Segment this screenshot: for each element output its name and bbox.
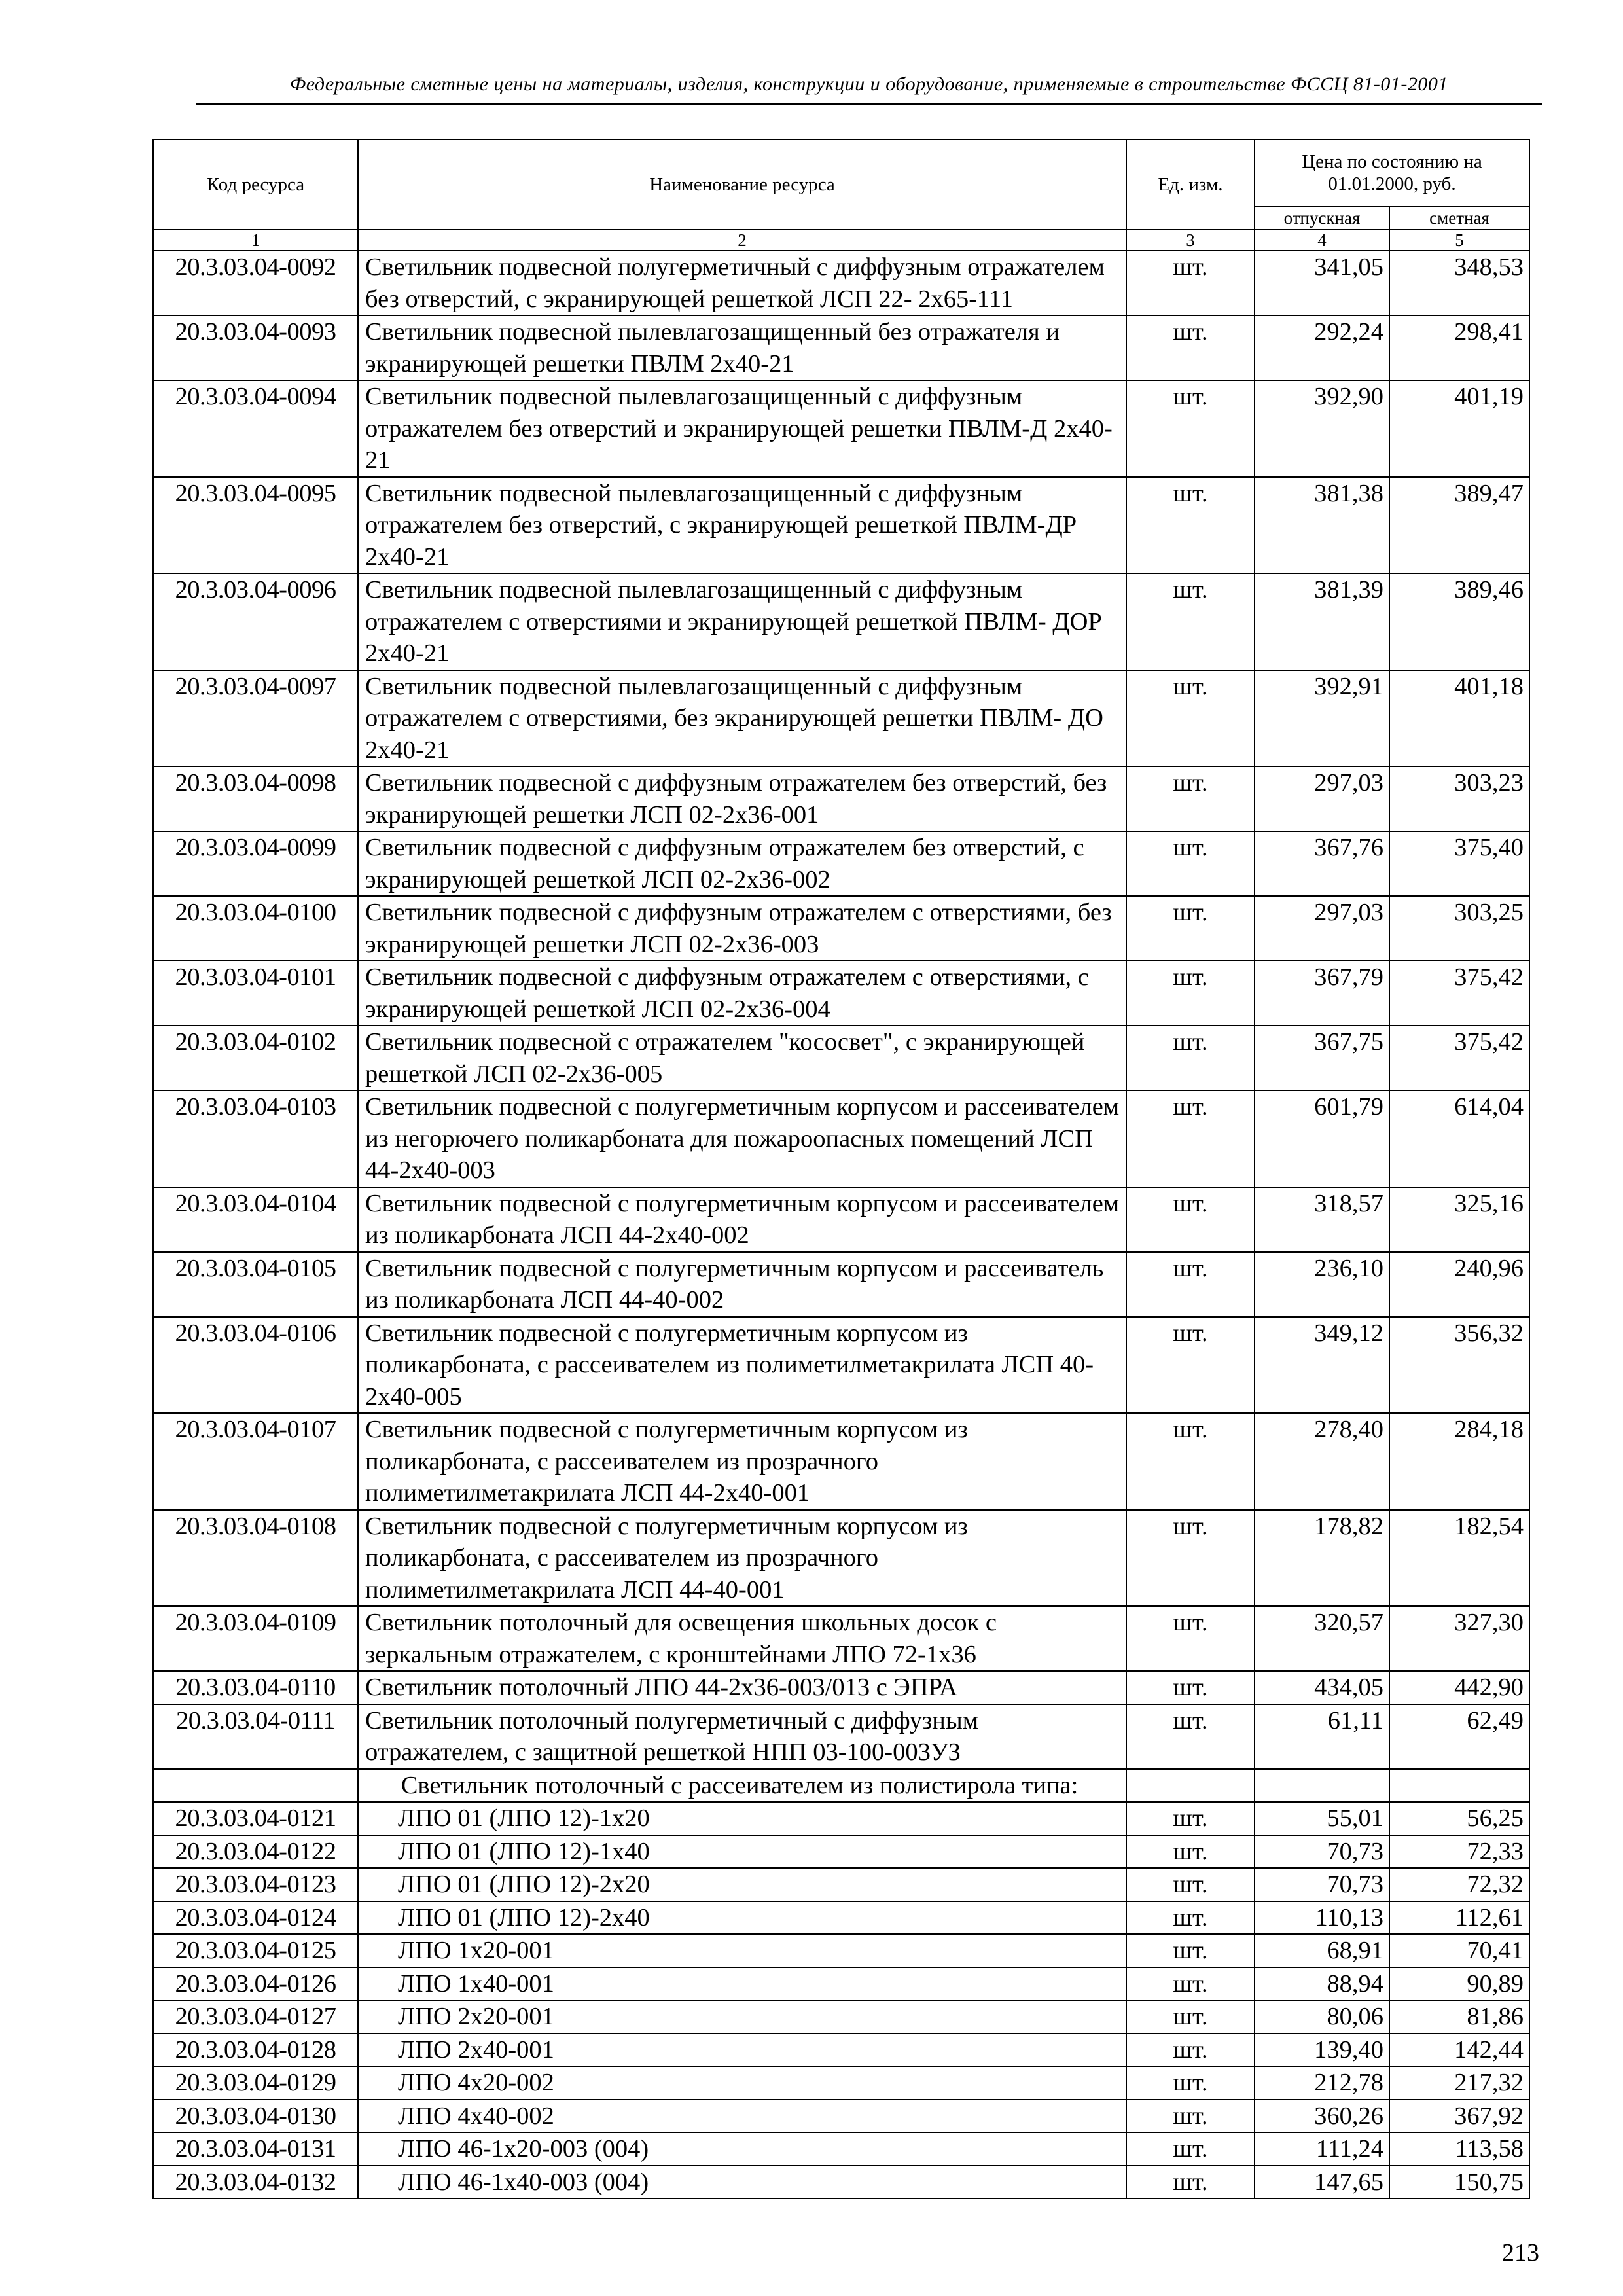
table-row [153,1606,1529,1671]
estimate-price-cell: 113,58 [1389,2132,1529,2166]
release-price-cell: 297,03 [1255,896,1389,961]
resource-code-cell: 20.3.03.04-0128 [153,2034,358,2067]
resource-code-cell: 20.3.03.04-0099 [153,831,358,896]
resource-code-cell: 20.3.03.04-0107 [153,1413,358,1510]
resource-code-cell: 20.3.03.04-0108 [153,1510,358,1607]
table-row [153,2100,1529,2133]
estimate-price-cell: 375,42 [1389,961,1529,1026]
estimate-price-cell: 182,54 [1389,1510,1529,1607]
table-row [153,1090,1529,1187]
resource-name-cell: ЛПО 01 (ЛПО 12)-2х20 [358,1868,1126,1901]
estimate-price-cell: 356,32 [1389,1317,1529,1414]
estimate-price-cell: 389,46 [1389,573,1529,670]
release-price-cell [1255,1769,1389,1803]
release-price-cell: 360,26 [1255,2100,1389,2133]
resource-name-cell: ЛПО 46-1х20-003 (004) [358,2132,1126,2166]
estimate-price-cell: 348,53 [1389,251,1529,315]
table-row [153,1317,1529,1414]
unit-cell: шт. [1126,1901,1255,1935]
resource-code-cell: 20.3.03.04-0122 [153,1835,358,1869]
resource-name-cell: Светильник подвесной с полугерметичным корпусом из поликарбоната, с рассеивателем из полиметилметакрилата ЛСП 40-2х40-005 [358,1317,1126,1414]
resource-name-cell: Светильник потолочный с рассеивателем из полистирола типа: [358,1769,1126,1803]
resource-name-cell: ЛПО 4х40-002 [358,2100,1126,2133]
unit-cell: шт. [1126,573,1255,670]
resource-code-cell: 20.3.03.04-0106 [153,1317,358,1414]
price-table [152,139,1530,2199]
unit-cell: шт. [1126,961,1255,1026]
group-heading-row [153,1769,1529,1803]
unit-cell: шт. [1126,2000,1255,2034]
release-price-cell: 381,39 [1255,573,1389,670]
estimate-price-cell: 112,61 [1389,1901,1529,1935]
column-number: 4 [1255,230,1389,251]
resource-code-cell: 20.3.03.04-0132 [153,2166,358,2199]
resource-code-cell [153,1769,358,1803]
table-row [153,670,1529,767]
unit-cell: шт. [1126,2066,1255,2100]
table-row [153,477,1529,574]
table-row [153,1704,1529,1769]
resource-code-cell: 20.3.03.04-0126 [153,1967,358,2001]
running-header: Федеральные сметные цены на материалы, изделия, конструкции и оборудование, применяемые в строительстве ФССЦ 81-01-2001 [290,73,1448,95]
unit-cell: шт. [1126,1934,1255,1967]
estimate-price-cell: 327,30 [1389,1606,1529,1671]
table-row [153,1413,1529,1510]
unit-cell: шт. [1126,670,1255,767]
column-number: 2 [358,230,1126,251]
unit-cell: шт. [1126,831,1255,896]
table-row [153,1802,1529,1835]
resource-name-cell: Светильник подвесной полугерметичный с диффузным отражателем без отверстий, с экранирующей решеткой ЛСП 22- 2х65-111 [358,251,1126,315]
estimate-price-cell: 70,41 [1389,1934,1529,1967]
header-name: Наименование ресурса [358,139,1126,230]
resource-name-cell: Светильник потолочный для освещения школьных досок с зеркальным отражателем, с кронштейнами ЛПО 72-1х36 [358,1606,1126,1671]
unit-cell: шт. [1126,251,1255,315]
resource-name-cell: Светильник подвесной с полугерметичным корпусом и рассеивателем из негорючего поликарбоната для пожароопасных помещений ЛСП 44-2х40-003 [358,1090,1126,1187]
resource-name-cell: Светильник подвесной пылевлагозащищенный без отражателя и экранирующей решетки ПВЛМ 2х40-21 [358,315,1126,380]
estimate-price-cell: 401,19 [1389,380,1529,477]
estimate-price-cell: 614,04 [1389,1090,1529,1187]
unit-cell: шт. [1126,1252,1255,1317]
release-price-cell: 212,78 [1255,2066,1389,2100]
release-price-cell: 70,73 [1255,1835,1389,1869]
table-row [153,1671,1529,1704]
estimate-price-cell: 150,75 [1389,2166,1529,2199]
resource-name-cell: Светильник подвесной пылевлагозащищенный с диффузным отражателем без отверстий, с экранирующей решеткой ПВЛМ-ДР 2х40-21 [358,477,1126,574]
unit-cell: шт. [1126,2132,1255,2166]
table-row [153,766,1529,831]
release-price-cell: 70,73 [1255,1868,1389,1901]
column-number: 5 [1389,230,1529,251]
unit-cell: шт. [1126,1671,1255,1704]
table-row [153,2166,1529,2199]
estimate-price-cell: 298,41 [1389,315,1529,380]
resource-code-cell: 20.3.03.04-0123 [153,1868,358,1901]
estimate-price-cell: 375,40 [1389,831,1529,896]
unit-cell: шт. [1126,1026,1255,1090]
resource-code-cell: 20.3.03.04-0110 [153,1671,358,1704]
resource-name-cell: Светильник потолочный полугерметичный с диффузным отражателем, с защитной решеткой НПП 03-100-003УЗ [358,1704,1126,1769]
unit-cell: шт. [1126,896,1255,961]
resource-code-cell: 20.3.03.04-0131 [153,2132,358,2166]
release-price-cell: 341,05 [1255,251,1389,315]
resource-name-cell: Светильник подвесной пылевлагозащищенный с диффузным отражателем без отверстий и экранирующей решетки ПВЛМ-Д 2х40-21 [358,380,1126,477]
estimate-price-cell: 401,18 [1389,670,1529,767]
header-estimate-price: сметная [1389,207,1529,230]
resource-name-cell: ЛПО 1х20-001 [358,1934,1126,1967]
resource-code-cell: 20.3.03.04-0111 [153,1704,358,1769]
table-row [153,380,1529,477]
table-row [153,573,1529,670]
header-release-price: отпускная [1255,207,1389,230]
resource-code-cell: 20.3.03.04-0130 [153,2100,358,2133]
release-price-cell: 434,05 [1255,1671,1389,1704]
unit-cell: шт. [1126,1317,1255,1414]
unit-cell: шт. [1126,2034,1255,2067]
table-row [153,251,1529,315]
unit-cell: шт. [1126,2166,1255,2199]
resource-name-cell: ЛПО 4х20-002 [358,2066,1126,2100]
resource-name-cell: ЛПО 2х40-001 [358,2034,1126,2067]
table-row [153,1187,1529,1252]
estimate-price-cell: 62,49 [1389,1704,1529,1769]
resource-name-cell: ЛПО 01 (ЛПО 12)-1х40 [358,1835,1126,1869]
resource-name-cell: Светильник подвесной с полугерметичным корпусом из поликарбоната, с рассеивателем из прозрачного полиметилметакрилата ЛСП 44-2х40-001 [358,1413,1126,1510]
release-price-cell: 111,24 [1255,2132,1389,2166]
resource-name-cell: ЛПО 2х20-001 [358,2000,1126,2034]
resource-name-cell: Светильник подвесной с полугерметичным корпусом и рассеиватель из поликарбоната ЛСП 44-40-002 [358,1252,1126,1317]
unit-cell: шт. [1126,1868,1255,1901]
resource-name-cell: Светильник подвесной с отражателем "кососвет", с экранирующей решеткой ЛСП 02-2х36-005 [358,1026,1126,1090]
release-price-cell: 139,40 [1255,2034,1389,2067]
table-body [153,251,1529,2198]
resource-code-cell: 20.3.03.04-0092 [153,251,358,315]
unit-cell: шт. [1126,1510,1255,1607]
table-row [153,2132,1529,2166]
header-code: Код ресурса [153,139,358,230]
estimate-price-cell: 325,16 [1389,1187,1529,1252]
table-row [153,2066,1529,2100]
resource-code-cell: 20.3.03.04-0095 [153,477,358,574]
release-price-cell: 80,06 [1255,2000,1389,2034]
estimate-price-cell: 81,86 [1389,2000,1529,2034]
estimate-price-cell: 442,90 [1389,1671,1529,1704]
release-price-cell: 68,91 [1255,1934,1389,1967]
resource-name-cell: Светильник подвесной пылевлагозащищенный с диффузным отражателем с отверстиями, без экранирующей решетки ПВЛМ- ДО 2х40-21 [358,670,1126,767]
estimate-price-cell: 389,47 [1389,477,1529,574]
resource-code-cell: 20.3.03.04-0127 [153,2000,358,2034]
resource-code-cell: 20.3.03.04-0098 [153,766,358,831]
release-price-cell: 367,76 [1255,831,1389,896]
resource-name-cell: ЛПО 01 (ЛПО 12)-2х40 [358,1901,1126,1935]
table-row [153,1252,1529,1317]
resource-code-cell: 20.3.03.04-0125 [153,1934,358,1967]
table-row [153,896,1529,961]
estimate-price-cell: 142,44 [1389,2034,1529,2067]
unit-cell: шт. [1126,2100,1255,2133]
resource-name-cell: ЛПО 46-1х40-003 (004) [358,2166,1126,2199]
resource-code-cell: 20.3.03.04-0109 [153,1606,358,1671]
unit-cell: шт. [1126,1967,1255,2001]
estimate-price-cell: 303,23 [1389,766,1529,831]
release-price-cell: 110,13 [1255,1901,1389,1935]
estimate-price-cell: 56,25 [1389,1802,1529,1835]
estimate-price-cell: 367,92 [1389,2100,1529,2133]
release-price-cell: 601,79 [1255,1090,1389,1187]
resource-code-cell: 20.3.03.04-0100 [153,896,358,961]
resource-code-cell: 20.3.03.04-0103 [153,1090,358,1187]
resource-name-cell: Светильник подвесной с диффузным отражателем без отверстий, без экранирующей решетки ЛСП 02-2х36-001 [358,766,1126,831]
release-price-cell: 392,91 [1255,670,1389,767]
resource-name-cell: Светильник подвесной с полугерметичным корпусом и рассеивателем из поликарбоната ЛСП 44-2х40-002 [358,1187,1126,1252]
release-price-cell: 318,57 [1255,1187,1389,1252]
resource-code-cell: 20.3.03.04-0101 [153,961,358,1026]
table-row [153,961,1529,1026]
unit-cell: шт. [1126,380,1255,477]
release-price-cell: 367,79 [1255,961,1389,1026]
resource-name-cell: Светильник подвесной с диффузным отражателем с отверстиями, без экранирующей решетки ЛСП 02-2х36-003 [358,896,1126,961]
resource-name-cell: Светильник подвесной с диффузным отражателем без отверстий, с экранирующей решеткой ЛСП 02-2х36-002 [358,831,1126,896]
estimate-price-cell: 72,33 [1389,1835,1529,1869]
unit-cell: шт. [1126,1187,1255,1252]
resource-code-cell: 20.3.03.04-0105 [153,1252,358,1317]
table-row [153,1510,1529,1607]
estimate-price-cell: 303,25 [1389,896,1529,961]
table-row [153,1901,1529,1935]
table-row [153,315,1529,380]
column-number: 3 [1126,230,1255,251]
resource-name-cell: ЛПО 01 (ЛПО 12)-1х20 [358,1802,1126,1835]
table-row [153,2034,1529,2067]
unit-cell: шт. [1126,315,1255,380]
resource-code-cell: 20.3.03.04-0129 [153,2066,358,2100]
release-price-cell: 367,75 [1255,1026,1389,1090]
estimate-price-cell: 217,32 [1389,2066,1529,2100]
estimate-price-cell [1389,1769,1529,1803]
unit-cell: шт. [1126,1090,1255,1187]
unit-cell: шт. [1126,766,1255,831]
estimate-price-cell: 72,32 [1389,1868,1529,1901]
table-row [153,1967,1529,2001]
resource-code-cell: 20.3.03.04-0094 [153,380,358,477]
estimate-price-cell: 375,42 [1389,1026,1529,1090]
resource-name-cell: Светильник подвесной с диффузным отражателем с отверстиями, с экранирующей решеткой ЛСП 02-2х36-004 [358,961,1126,1026]
release-price-cell: 147,65 [1255,2166,1389,2199]
resource-code-cell: 20.3.03.04-0097 [153,670,358,767]
table-row [153,2000,1529,2034]
release-price-cell: 178,82 [1255,1510,1389,1607]
unit-cell: шт. [1126,1413,1255,1510]
table-row [153,1026,1529,1090]
release-price-cell: 236,10 [1255,1252,1389,1317]
resource-code-cell: 20.3.03.04-0124 [153,1901,358,1935]
table-row [153,1868,1529,1901]
unit-cell [1126,1769,1255,1803]
release-price-cell: 297,03 [1255,766,1389,831]
column-number: 1 [153,230,358,251]
release-price-cell: 381,38 [1255,477,1389,574]
page-number: 213 [1502,2239,1539,2267]
table-row [153,1835,1529,1869]
release-price-cell: 88,94 [1255,1967,1389,2001]
table-row [153,1934,1529,1967]
release-price-cell: 392,90 [1255,380,1389,477]
resource-code-cell: 20.3.03.04-0096 [153,573,358,670]
release-price-cell: 55,01 [1255,1802,1389,1835]
resource-code-cell: 20.3.03.04-0102 [153,1026,358,1090]
header-price-group: Цена по состоянию на 01.01.2000, руб. [1255,139,1529,207]
estimate-price-cell: 284,18 [1389,1413,1529,1510]
unit-cell: шт. [1126,1606,1255,1671]
unit-cell: шт. [1126,1835,1255,1869]
resource-code-cell: 20.3.03.04-0104 [153,1187,358,1252]
release-price-cell: 349,12 [1255,1317,1389,1414]
header-unit: Ед. изм. [1126,139,1255,230]
release-price-cell: 320,57 [1255,1606,1389,1671]
release-price-cell: 61,11 [1255,1704,1389,1769]
release-price-cell: 292,24 [1255,315,1389,380]
estimate-price-cell: 90,89 [1389,1967,1529,2001]
unit-cell: шт. [1126,1704,1255,1769]
unit-cell: шт. [1126,1802,1255,1835]
release-price-cell: 278,40 [1255,1413,1389,1510]
resource-name-cell: Светильник подвесной пылевлагозащищенный с диффузным отражателем с отверстиями и экранирующей решеткой ПВЛМ- ДОР 2х40-21 [358,573,1126,670]
table-row [153,831,1529,896]
unit-cell: шт. [1126,477,1255,574]
header-rule [196,103,1542,105]
resource-code-cell: 20.3.03.04-0093 [153,315,358,380]
resource-name-cell: Светильник потолочный ЛПО 44-2х36-003/013 с ЭПРА [358,1671,1126,1704]
resource-code-cell: 20.3.03.04-0121 [153,1802,358,1835]
estimate-price-cell: 240,96 [1389,1252,1529,1317]
resource-name-cell: Светильник подвесной с полугерметичным корпусом из поликарбоната, с рассеивателем из прозрачного полиметилметакрилата ЛСП 44-40-001 [358,1510,1126,1607]
resource-name-cell: ЛПО 1х40-001 [358,1967,1126,2001]
